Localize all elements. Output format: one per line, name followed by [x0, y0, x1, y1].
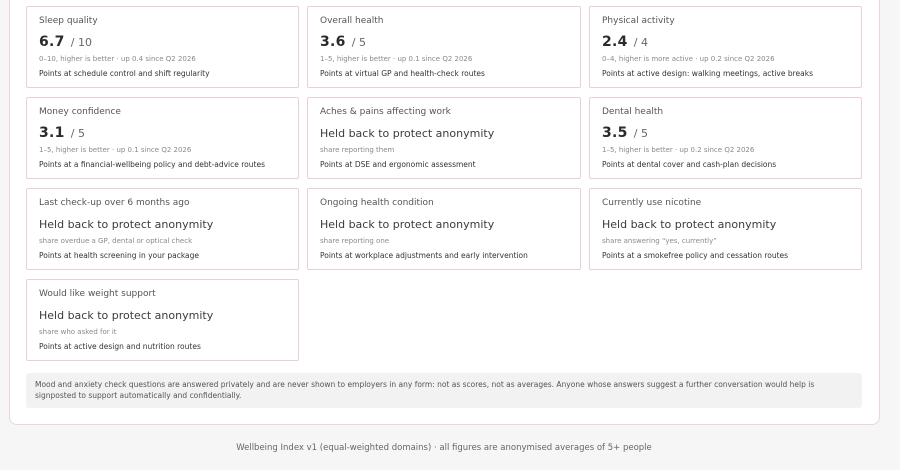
anonymity-withheld-text: Held back to protect anonymity — [602, 218, 777, 231]
metric-note: share reporting them — [320, 146, 395, 154]
metric-points: Points at DSE and ergonomic assessment — [320, 160, 476, 169]
metric-card-physical-activity — [589, 6, 862, 88]
metric-points: Points at schedule control and shift regularity — [39, 69, 210, 78]
metric-card-sleep-quality — [26, 6, 299, 88]
metric-note: 1–5, higher is better · up 0.2 since Q2 2026 — [602, 146, 755, 154]
metric-card-overall-health — [307, 6, 581, 88]
metric-points: Points at a financial-wellbeing policy and debt-advice routes — [39, 160, 265, 169]
anonymity-withheld-text: Held back to protect anonymity — [39, 218, 214, 231]
metric-points: Points at health screening in your package — [39, 251, 200, 260]
anonymity-withheld-text: Held back to protect anonymity — [39, 309, 214, 322]
metric-value-row — [320, 214, 568, 232]
metric-value: 6.7 — [39, 34, 65, 50]
metric-points: Points at active design and nutrition routes — [39, 342, 201, 351]
metric-title: Would like weight support — [39, 289, 156, 299]
metric-scale: / 5 — [633, 127, 648, 140]
metric-scale: / 10 — [70, 36, 92, 49]
metric-title: Dental health — [602, 107, 664, 117]
metric-note: 1–5, higher is better · up 0.1 since Q2 2026 — [320, 55, 473, 63]
metric-value-row — [39, 32, 286, 50]
metric-note: 1–5, higher is better · up 0.1 since Q2 2026 — [39, 146, 192, 154]
metric-title: Overall health — [320, 16, 384, 26]
metric-note: share overdue a GP, dental or optical check — [39, 237, 193, 245]
metric-value-row — [320, 32, 568, 50]
anonymity-withheld-text: Held back to protect anonymity — [320, 127, 495, 140]
metric-scale: / 5 — [70, 127, 85, 140]
metric-points: Points at dental cover and cash-plan decisions — [602, 160, 777, 169]
metric-title: Sleep quality — [39, 16, 98, 26]
metric-title: Aches & pains affecting work — [320, 107, 451, 117]
metric-value-row — [39, 214, 286, 232]
metric-title: Ongoing health condition — [320, 198, 434, 208]
metric-value: 2.4 — [602, 34, 628, 50]
metric-scale: / 5 — [351, 36, 366, 49]
metric-card-nicotine-use — [589, 188, 862, 270]
metric-value-row — [602, 32, 849, 50]
metric-value: 3.5 — [602, 125, 628, 141]
metric-note: share answering “yes, currently” — [602, 237, 717, 245]
metric-title: Physical activity — [602, 16, 675, 26]
metric-grid — [26, 6, 862, 361]
metric-card-last-check-up — [26, 188, 299, 270]
metric-card-aches-pains — [307, 97, 581, 179]
metric-title: Money confidence — [39, 107, 121, 117]
metric-note: share who asked for it — [39, 328, 117, 336]
metric-note: 0–4, higher is more active · up 0.2 since Q2 2026 — [602, 55, 775, 63]
metric-card-dental-health — [589, 97, 862, 179]
metric-card-weight-support — [26, 279, 299, 361]
metric-value-row — [602, 214, 849, 232]
metric-points: Points at a smokefree policy and cessation routes — [602, 251, 789, 260]
metric-note: 0–10, higher is better · up 0.4 since Q2 2026 — [39, 55, 196, 63]
metric-card-ongoing-condition — [307, 188, 581, 270]
metric-note: share reporting one — [320, 237, 390, 245]
metric-title: Last check-up over 6 months ago — [39, 198, 190, 208]
anonymity-withheld-text: Held back to protect anonymity — [320, 218, 495, 231]
metric-points: Points at workplace adjustments and early intervention — [320, 251, 528, 260]
footer-note: Wellbeing Index v1 (equal-weighted domains) · all figures are anonymised averages of 5+ people — [236, 443, 652, 453]
metric-title: Currently use nicotine — [602, 198, 702, 208]
metric-card-money-confidence — [26, 97, 299, 179]
metric-value-row — [39, 305, 286, 323]
metric-value-row — [320, 123, 568, 141]
metric-value-row — [602, 123, 849, 141]
privacy-notice: Mood and anxiety check questions are answered privately and are never shown to employers in any form: not as scores, not as averages. Anyone whose answers suggest a further conversation would help is signposted to support automatically and confidentially. — [26, 373, 862, 408]
metric-points: Points at virtual GP and health-check routes — [320, 69, 485, 78]
metric-value-row — [39, 123, 286, 141]
metric-scale: / 4 — [633, 36, 648, 49]
metric-value: 3.6 — [320, 34, 346, 50]
metric-points: Points at active design: walking meetings, active breaks — [602, 69, 814, 78]
metric-value: 3.1 — [39, 125, 65, 141]
